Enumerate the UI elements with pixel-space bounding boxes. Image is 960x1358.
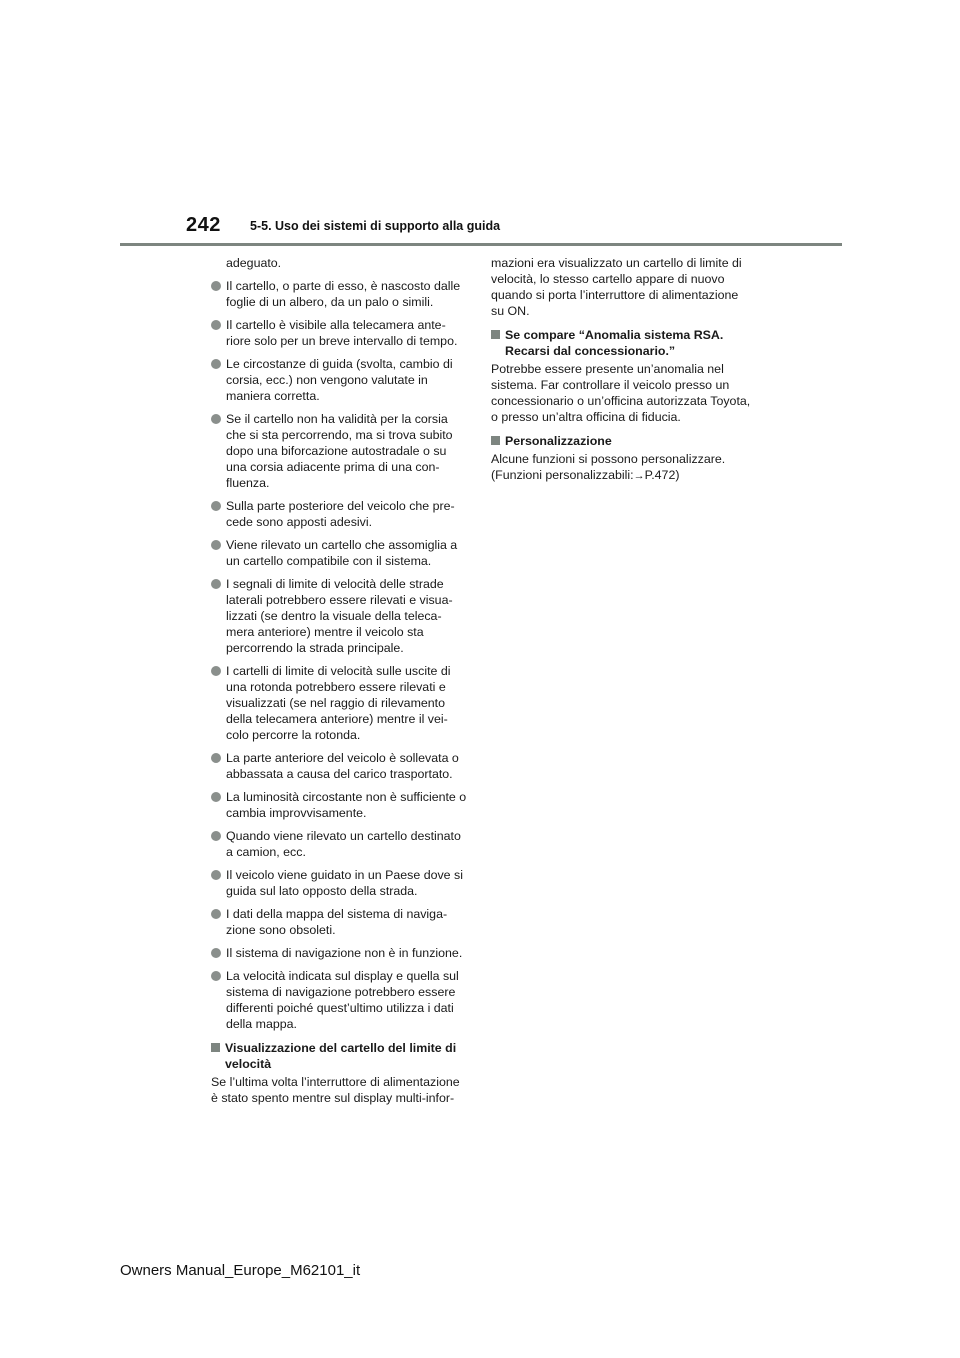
paragraph-display: Se l’ultima volta l’interruttore di alimentazione è stato spento mentre sul display multi-infor-: [211, 1075, 460, 1105]
bullet-icon: [211, 281, 221, 291]
list-item-text: Sulla parte posteriore del veicolo che pre- cede sono apposti adesivi.: [226, 499, 455, 529]
list-item: [211, 498, 469, 530]
list-item-text: I dati della mappa del sistema di naviga- zione sono obsoleti.: [226, 907, 448, 937]
paragraph-custom: [491, 451, 751, 484]
bullet-icon: [211, 501, 221, 511]
bullet-icon: [211, 753, 221, 763]
list-item-text: Quando viene rilevato un cartello destinato a camion, ecc.: [226, 829, 461, 859]
bullet-icon: [211, 579, 221, 589]
section-heading-text: Personalizzazione: [505, 434, 612, 448]
bullet-icon: [211, 971, 221, 981]
list-item: [211, 411, 469, 491]
list-item: [211, 663, 469, 743]
list-item-text: La velocità indicata sul display e quella sul sistema di navigazione potrebbero essere differenti poiché quest’ultimo utilizza i dati della mappa.: [226, 969, 459, 1031]
paragraph-continuation: mazioni era visualizzato un cartello di limite di velocità, lo stesso cartello appare di nuovo quando si porta l’interruttore di alimentazione su ON.: [491, 256, 742, 318]
arrow-right-icon: →: [633, 470, 645, 482]
footer-manual-id: Owners Manual_Europe_M62101_it: [120, 1262, 361, 1279]
page-number: 242: [186, 214, 221, 236]
section-heading-display: [211, 1040, 469, 1072]
list-item: [211, 789, 469, 821]
square-bullet-icon: [491, 436, 500, 445]
page-reference-link[interactable]: P.472): [644, 468, 680, 482]
list-item-text: La luminosità circostante non è sufficiente o cambia improvvisamente.: [226, 790, 467, 820]
list-item-text: Il sistema di navigazione non è in funzione.: [226, 946, 463, 960]
section-heading-anomaly: [491, 327, 751, 359]
list-item: [211, 356, 469, 404]
bullet-icon: [211, 320, 221, 330]
list-item-text: Le circostanze di guida (svolta, cambio di corsia, ecc.) non vengono valutate in maniera corretta.: [226, 357, 453, 403]
square-bullet-icon: [491, 330, 500, 339]
list-item-text: Il veicolo viene guidato in un Paese dove si guida sul lato opposto della strada.: [226, 868, 463, 898]
list-item-text: Il cartello è visibile alla telecamera ante- riore solo per un breve intervallo di tempo.: [226, 318, 458, 348]
bullet-icon: [211, 666, 221, 676]
list-item-text: Viene rilevato un cartello che assomiglia a un cartello compatibile con il sistema.: [226, 538, 458, 568]
list-item: [211, 828, 469, 860]
bullet-icon: [211, 414, 221, 424]
list-item: [211, 867, 469, 899]
left-column: [211, 255, 469, 1106]
list-item: [211, 317, 469, 349]
list-item-text: I cartelli di limite di velocità sulle uscite di una rotonda potrebbero essere rilevati e visualizzati (se nel raggio di rilevamento della telecamera anteriore) mentre il vei- colo percorre la rotonda.: [226, 664, 451, 742]
bullet-icon: [211, 948, 221, 958]
section-heading-text: Se compare “Anomalia sistema RSA. Recarsi dal concessionario.”: [505, 328, 724, 358]
section-title: 5-5. Uso dei sistemi di supporto alla guida: [250, 219, 501, 233]
continuation-text: adeguato.: [226, 256, 282, 270]
list-item-text: Se il cartello non ha validità per la corsia che si sta percorrendo, ma si trova subito dopo una biforcazione autostradale o su una corsia adiacente prima di una con- fluenza.: [226, 412, 453, 490]
list-item-text: I segnali di limite di velocità delle strade laterali potrebbero essere rilevati e visua- lizzati (se dentro la visuale della teleca- mera anteriore) mentre il veicolo sta percorrendo la strada principale.: [226, 577, 453, 655]
paragraph-anomaly: Potrebbe essere presente un’anomalia nel sistema. Far controllare il veicolo presso un concessionario o un’officina autorizzata Toyota, o presso un’altra officina di fiducia.: [491, 362, 751, 424]
list-item-text: Il cartello, o parte di esso, è nascosto dalle foglie di un albero, da un palo o simili.: [226, 279, 461, 309]
bullet-icon: [211, 540, 221, 550]
section-heading-text: Visualizzazione del cartello del limite di velocità: [225, 1041, 457, 1071]
list-item: [211, 750, 469, 782]
bullet-icon: [211, 831, 221, 841]
bullet-icon: [211, 359, 221, 369]
bullet-icon: [211, 870, 221, 880]
header-rule: [120, 243, 842, 246]
list-item: [211, 906, 469, 938]
square-bullet-icon: [211, 1043, 220, 1052]
right-column: [491, 255, 751, 484]
list-item: [211, 968, 469, 1032]
paragraph-custom-line-1: Alcune funzioni si possono personalizzare.: [491, 452, 726, 466]
bullet-icon: [211, 792, 221, 802]
list-item-text: La parte anteriore del veicolo è sollevata o abbassata a causa del carico trasportato.: [226, 751, 459, 781]
list-item: [211, 537, 469, 569]
section-heading-custom: [491, 433, 751, 449]
bullet-icon: [211, 909, 221, 919]
list-item: [211, 945, 469, 961]
paragraph-custom-prefix: (Funzioni personalizzabili:: [491, 468, 634, 482]
list-item: [211, 278, 469, 310]
list-item: [211, 576, 469, 656]
